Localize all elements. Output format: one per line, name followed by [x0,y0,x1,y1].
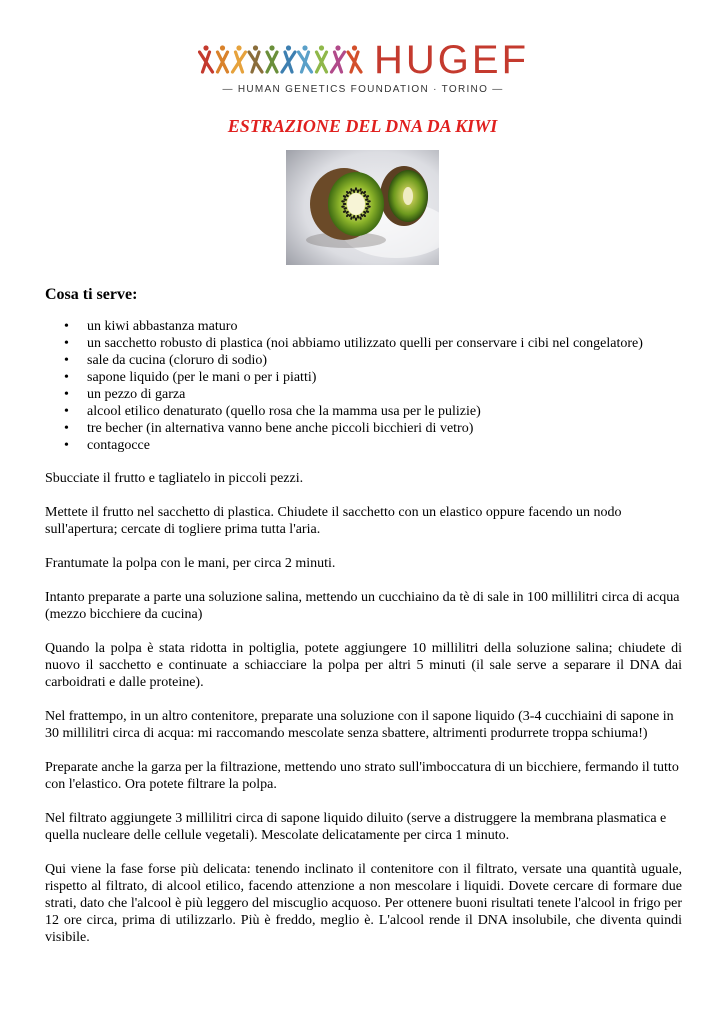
figure-glyph [249,45,262,72]
step-paragraph: Qui viene la fase forse più delicata: tenendo inclinato il contenitore con il filtrato, versate una quantità uguale, rispetto al filtrato, di alcool etilico, facendo attenzione a non mescolare i liquidi. Dovete cercare di formare due strati, dato che l'alcool è più leggero del miscuglio acquoso. Per ottenere buoni risultati tenete l'alcool in frigo per 12 ore circa, prima di utilizzarlo. Più è freddo, meglio è. L'alcool rende il DNA insolubile, che diventa quindi visibile. [45,862,682,945]
figure-glyph [348,45,361,72]
step-paragraph: Frantumate la polpa con le mani, per circa 2 minuti. [45,556,336,571]
list-item: • un pezzo di garza [45,386,643,403]
figure-glyph [218,45,228,72]
step-paragraph: Quando la polpa è stata ridotta in poltiglia, potete aggiungere 10 millilitri della soluzione salina; chiudete di nuovo il sacchetto e continuate a schiacciare la polpa per altri 5 minuti (il sale serve a separare il DNA dai carboidrati e dalle proteine). [45,641,682,690]
materials-list [45,318,643,454]
step-paragraph: Nel frattempo, in un altro contenitore, preparate una soluzione con il sapone liquido (3-4 cucchiaini di sapone in 30 millilitri circa di acqua: mi raccomando mescolate senza sbattere, altrimenti produrrete troppa schiuma!) [45,709,674,741]
list-item: • sale da cucina (cloruro di sodio) [45,352,643,369]
logo-subtitle-text: HUMAN GENETICS FOUNDATION · TORINO [237,84,489,95]
section-heading: Cosa ti serve: [45,286,138,303]
list-item: • un sacchetto robusto di plastica (noi abbiamo utilizzato quelli per conservare i cibi nel congelatore) [45,335,643,352]
page-title: ESTRAZIONE DEL DNA DA KIWI [227,116,498,136]
logo-wordmark: HUGEF [374,38,529,82]
step-paragraph: Mettete il frutto nel sacchetto di plastica. Chiudete il sacchetto con un elastico oppure facendo un nodo sull'apertura; cercate di togliere prima tutta l'aria. [45,505,622,537]
figure-glyph [317,45,327,72]
procedure-text [45,470,682,963]
figure-glyph [332,45,345,72]
figure-glyph [282,45,295,72]
step-paragraph: Intanto preparate a parte una soluzione salina, mettendo un cucchiaino da tè di sale in 100 millilitri circa di acqua (mezzo bicchiere da cucina) [45,590,680,622]
list-item: • sapone liquido (per le mani o per i piatti) [45,369,643,386]
list-item: • contagocce [45,437,643,454]
list-item: • tre becher (in alternativa vanno bene anche piccoli bicchieri di vetro) [45,420,643,437]
list-item: • alcool etilico denaturato (quello rosa che la mamma usa per le pulizie) [45,403,643,420]
logo-subtitle: — HUMAN GENETICS FOUNDATION · TORINO — [222,84,504,95]
step-paragraph: Sbucciate il frutto e tagliatelo in piccoli pezzi. [45,471,304,486]
step-paragraph: Nel filtrato aggiungete 3 millilitri circa di sapone liquido diluito (serve a distruggere la membrana plasmatica e quella nucleare delle cellule vegetali). Mescolate delicatamente per circa 1 minuto. [45,811,667,843]
figure-glyph [200,45,213,72]
hugef-logo [198,40,528,100]
chromosome-figures-icon [198,44,370,78]
figure-glyph [233,45,246,72]
kiwi-photo [286,150,439,265]
list-item: • un kiwi abbastanza maturo [45,318,643,335]
figure-glyph [299,45,312,72]
step-paragraph: Preparate anche la garza per la filtrazione, mettendo uno strato sull'imboccatura di un bicchiere, fermando il tutto con l'elastico. Ora potete filtrare la polpa. [45,760,679,792]
figure-glyph [267,45,277,72]
